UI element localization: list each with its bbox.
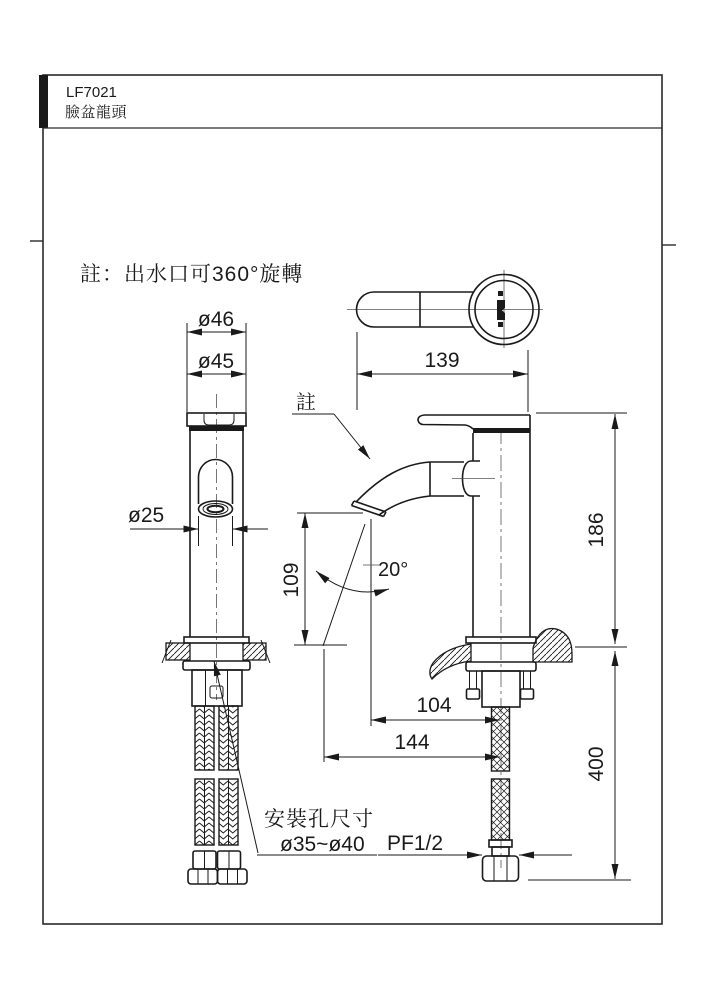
install-hole-title: 安裝孔尺寸 (264, 808, 374, 831)
cap-seam (189, 426, 244, 431)
front-view (162, 394, 270, 884)
deck-section-left (166, 643, 190, 660)
dim-body-diameter (187, 350, 246, 374)
deck-edge-right (533, 629, 572, 662)
hose-ferrule (489, 840, 512, 847)
deck-edge-left (430, 644, 471, 679)
dim-label-20deg: 20° (378, 559, 409, 581)
dim-label-dia45: ø45 (197, 350, 235, 373)
rotation-note: 註：出水口可360°旋轉 (80, 263, 304, 286)
bolt-head-left (467, 689, 480, 699)
hose-side-upper (492, 707, 510, 771)
spout-curve-inner (379, 496, 430, 515)
thread-label: PF1/2 (387, 832, 444, 855)
bolt-shaft-right (524, 671, 531, 689)
dim-label-104: 104 (416, 694, 452, 717)
index-dot-top (498, 291, 503, 296)
spout-curve-outer (356, 462, 430, 502)
dim-hose-length (528, 651, 631, 880)
drawing-border (30, 75, 676, 924)
dim-label-186: 186 (585, 512, 608, 548)
dim-spout-height (280, 513, 363, 645)
title-block (65, 84, 128, 121)
hose-nut-lower-left (188, 869, 218, 884)
dim-body-height (536, 413, 627, 647)
lever-seam (473, 428, 530, 433)
dim-label-dia25: ø25 (128, 504, 165, 527)
hose-thread-collar (492, 847, 509, 856)
hose-end-nut-side (483, 856, 519, 881)
ref-note-label: 註 (296, 392, 316, 414)
title-block-bar (39, 75, 48, 128)
bolt-shaft-left (470, 671, 477, 689)
lever-side (418, 415, 530, 429)
dim-outlet-reach (324, 649, 500, 762)
deck-section-right (243, 643, 266, 660)
top-view (347, 270, 543, 348)
outlet-ring-inner (208, 506, 224, 512)
hose-side-lower (492, 779, 510, 840)
dim-outlet-offset (371, 694, 500, 720)
ref-note-leader (292, 391, 370, 459)
model-number: LF7021 (66, 84, 117, 101)
handle-slot (204, 414, 234, 425)
index-dot-bottom (498, 322, 503, 327)
dim-spout-angle (316, 519, 408, 726)
product-name: 臉盆龍頭 (65, 104, 128, 121)
dim-label-dia46: ø46 (197, 308, 235, 331)
dim-label-109: 109 (280, 562, 303, 598)
side-view (352, 415, 573, 881)
dim-label-144: 144 (394, 731, 430, 754)
bolt-head-right (521, 689, 534, 699)
install-hole-range: ø35~ø40 (280, 833, 365, 856)
hose-nut-lower-right (218, 869, 248, 884)
thread-callout (378, 832, 572, 855)
dim-label-400: 400 (585, 746, 608, 782)
dim-label-139: 139 (424, 349, 460, 372)
spout-front-arch (199, 460, 233, 505)
